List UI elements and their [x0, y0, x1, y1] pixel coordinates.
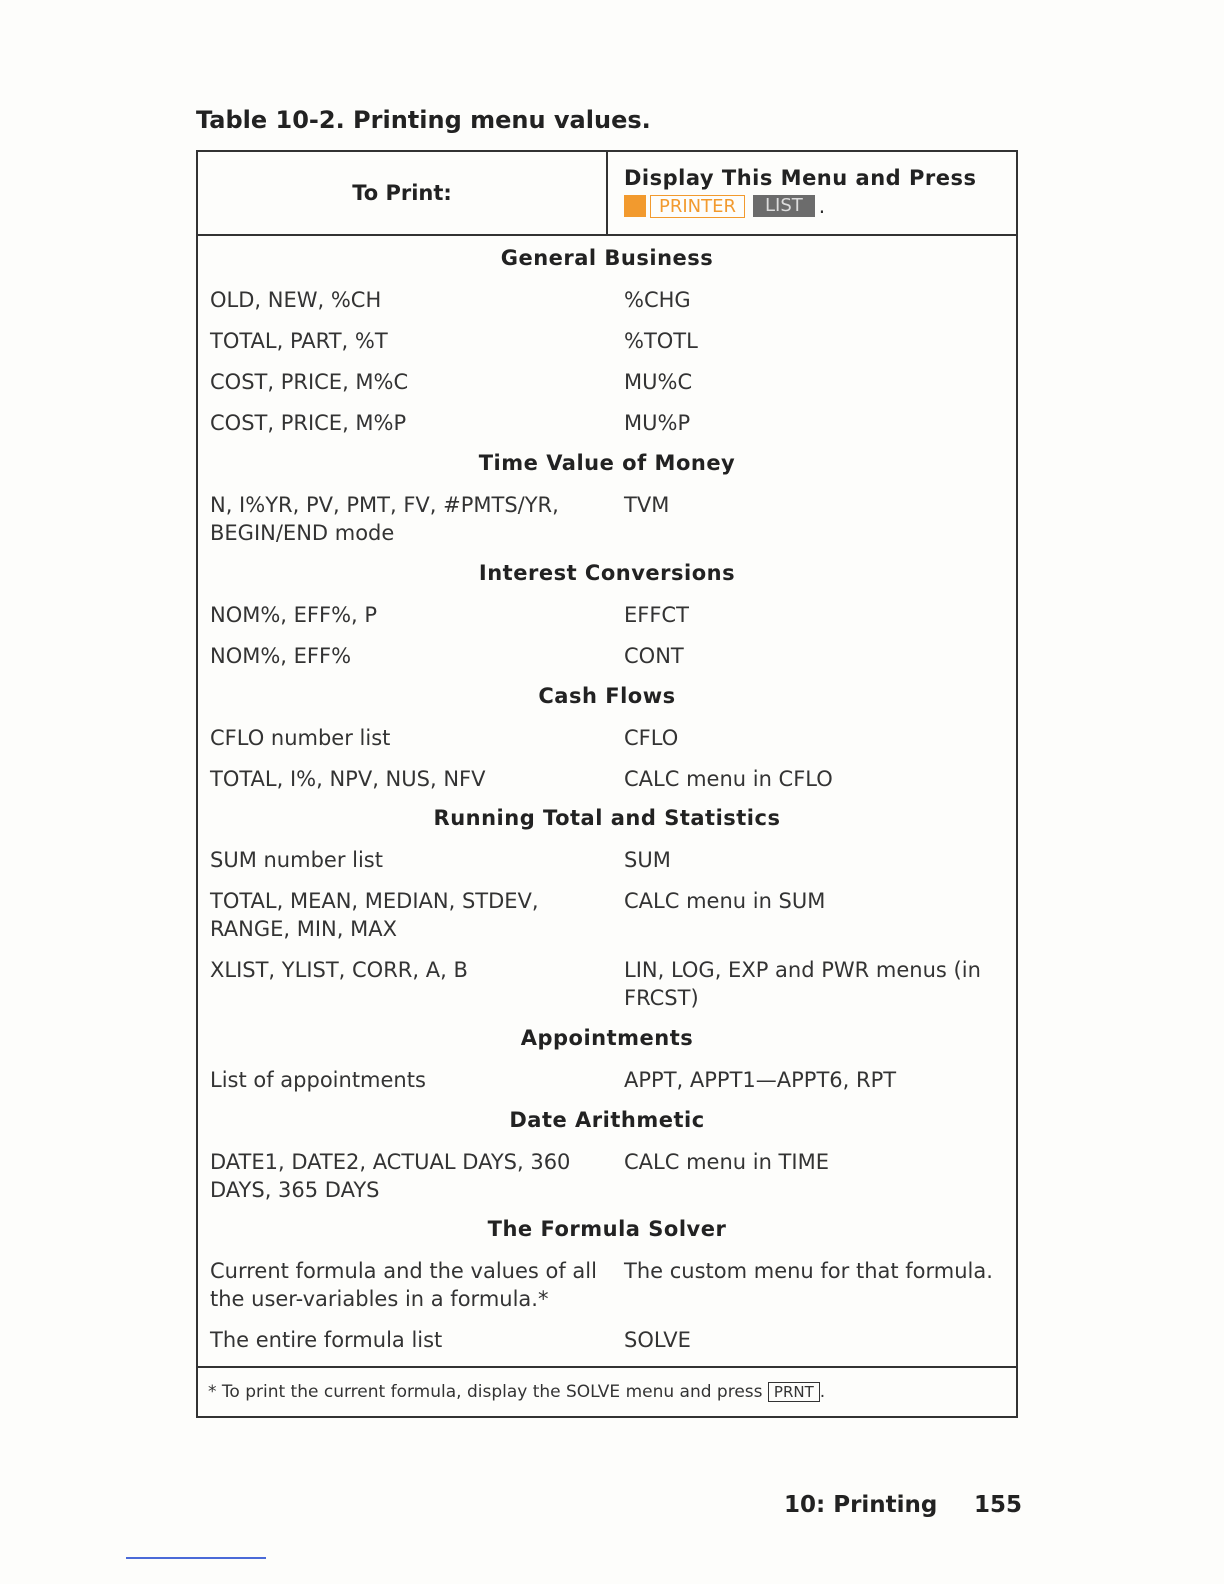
table-caption: Table 10-2. Printing menu values.: [196, 106, 651, 134]
print-cell: CFLO number list: [210, 726, 391, 750]
menu-cell: CALC menu in TIME: [624, 1150, 829, 1174]
print-cell: Current formula and the values of all the user-variables in a formula.*: [210, 1259, 597, 1311]
menu-cell: %CHG: [624, 288, 691, 312]
print-cell: DATE1, DATE2, ACTUAL DAYS, 360 DAYS, 365 DAYS: [210, 1150, 571, 1202]
page-number: 155: [974, 1492, 1023, 1518]
print-cell: NOM%, EFF%: [210, 644, 352, 668]
menu-cell: CALC menu in SUM: [624, 889, 826, 913]
menu-cell: %TOTL: [624, 329, 698, 353]
menu-cell: The custom menu for that formula.: [624, 1259, 993, 1283]
print-cell: NOM%, EFF%, P: [210, 603, 378, 627]
menu-cell: EFFCT: [624, 603, 689, 627]
menu-cell: CALC menu in CFLO: [624, 767, 833, 791]
table-header: [198, 152, 1016, 236]
menu-cell: SOLVE: [624, 1328, 691, 1352]
section-title: General Business: [500, 246, 714, 270]
shift-key-icon: [624, 195, 646, 217]
section-title: Interest Conversions: [478, 561, 736, 585]
print-cell: N, I%YR, PV, PMT, FV, #PMTS/YR, BEGIN/END mode: [210, 493, 559, 545]
footnote-end: .: [819, 1382, 826, 1402]
printing-menu-table: [196, 150, 1018, 1418]
menu-cell: MU%P: [624, 411, 691, 435]
header-display-menu-label: Display This Menu and Press: [624, 166, 977, 190]
section-title: Appointments: [520, 1026, 694, 1050]
menu-cell: TVM: [624, 493, 670, 517]
header-display-menu: [624, 166, 1014, 218]
print-cell: TOTAL, I%, NPV, NUS, NFV: [210, 767, 486, 791]
list-key: LIST: [753, 195, 815, 217]
printer-key: PRINTER: [650, 195, 745, 218]
section-title: Cash Flows: [538, 684, 676, 708]
print-cell: OLD, NEW, %CH: [210, 288, 382, 312]
print-cell: The entire formula list: [210, 1328, 443, 1352]
footnote-divider: [198, 1366, 1016, 1368]
section-title: The Formula Solver: [487, 1217, 727, 1241]
header-keys: [624, 194, 1014, 218]
menu-cell: LIN, LOG, EXP and PWR menus (in FRCST): [624, 958, 981, 1010]
print-cell: XLIST, YLIST, CORR, A, B: [210, 958, 468, 982]
print-cell: TOTAL, MEAN, MEDIAN, STDEV, RANGE, MIN, MAX: [210, 889, 539, 941]
menu-cell: CFLO: [624, 726, 679, 750]
footnote-text: * To print the current formula, display the SOLVE menu and press: [208, 1382, 763, 1402]
menu-cell: MU%C: [624, 370, 693, 394]
header-to-print: To Print:: [198, 152, 608, 234]
table-footnote: [208, 1382, 825, 1402]
section-title: Date Arithmetic: [509, 1108, 705, 1132]
menu-cell: SUM: [624, 848, 671, 872]
print-cell: List of appointments: [210, 1068, 426, 1092]
print-cell: COST, PRICE, M%C: [210, 370, 409, 394]
decorative-rule: [126, 1557, 266, 1559]
menu-cell: CONT: [624, 644, 684, 668]
section-title: Time Value of Money: [478, 451, 736, 475]
chapter-label: 10: Printing: [784, 1492, 938, 1518]
print-cell: COST, PRICE, M%P: [210, 411, 407, 435]
key-suffix: .: [818, 194, 826, 218]
menu-cell: APPT, APPT1—APPT6, RPT: [624, 1068, 897, 1092]
print-cell: TOTAL, PART, %T: [210, 329, 388, 353]
section-title: Running Total and Statistics: [433, 806, 781, 830]
print-cell: SUM number list: [210, 848, 383, 872]
prnt-key: PRNT: [768, 1382, 820, 1402]
